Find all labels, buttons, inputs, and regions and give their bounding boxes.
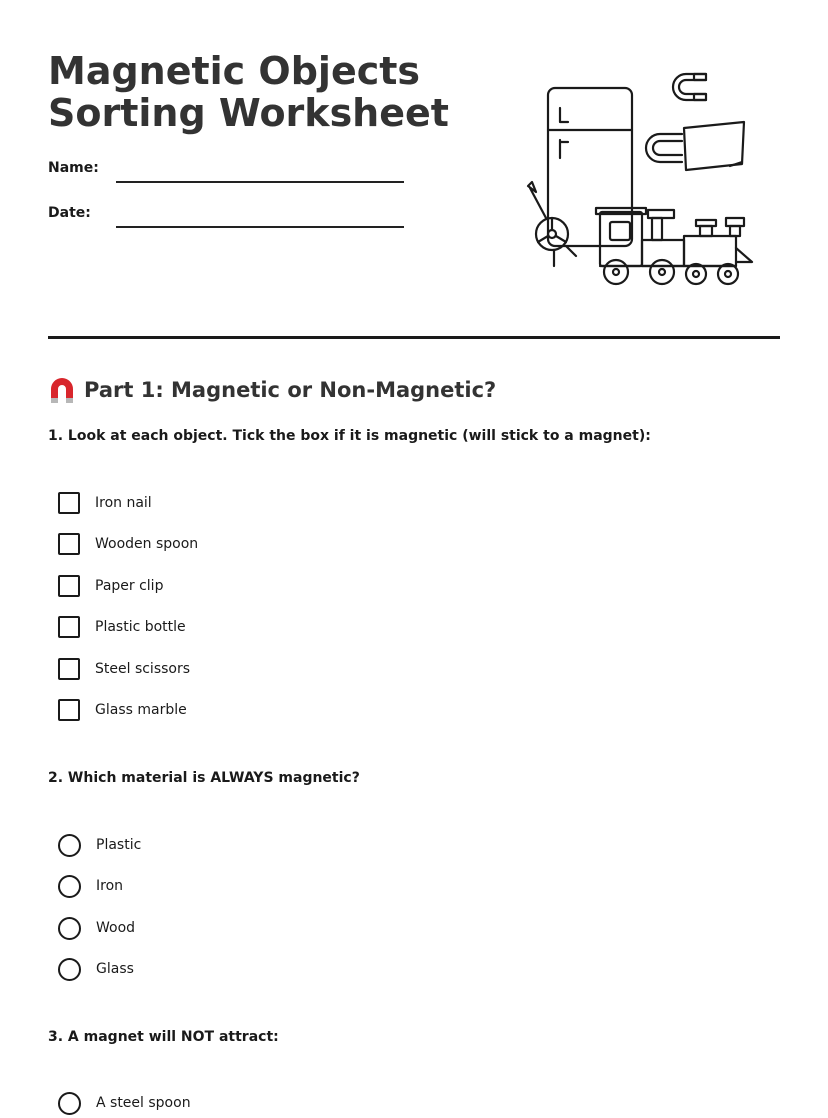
- option-label: Iron: [96, 878, 124, 894]
- date-field[interactable]: [48, 205, 408, 229]
- checkbox[interactable]: [58, 616, 80, 638]
- page-title: [48, 50, 468, 134]
- checkbox[interactable]: [58, 492, 80, 514]
- date-label: Date:: [48, 205, 91, 221]
- radio-button[interactable]: [58, 875, 81, 898]
- question-2: 2. Which material is ALWAYS magnetic?: [48, 770, 360, 786]
- option-label: Plastic: [96, 837, 142, 853]
- radio-button[interactable]: [58, 958, 81, 981]
- checkbox-option[interactable]: [58, 491, 152, 515]
- magnet-with-paper-icon: [646, 122, 744, 170]
- option-label: A steel spoon: [96, 1095, 191, 1111]
- radio-option[interactable]: [58, 874, 123, 898]
- title-line-2: Sorting Worksheet: [48, 91, 449, 135]
- name-field[interactable]: [48, 160, 408, 184]
- magnetic-objects-illustration: [524, 62, 772, 292]
- checkbox-option[interactable]: [58, 615, 186, 639]
- part1-heading: [48, 374, 496, 406]
- checkbox-option[interactable]: [58, 574, 163, 598]
- radio-option[interactable]: [58, 1091, 191, 1115]
- checkbox-option[interactable]: [58, 532, 198, 556]
- option-label: Steel scissors: [95, 661, 191, 677]
- part1-title: Part 1: Magnetic or Non-Magnetic?: [84, 378, 497, 402]
- checkbox[interactable]: [58, 699, 80, 721]
- radio-option[interactable]: [58, 916, 135, 940]
- radio-button[interactable]: [58, 834, 81, 857]
- checkbox[interactable]: [58, 575, 80, 597]
- option-label: Iron nail: [95, 495, 152, 511]
- radio-option[interactable]: [58, 833, 141, 857]
- name-label: Name:: [48, 160, 99, 176]
- option-label: Glass marble: [95, 702, 187, 718]
- title-line-1: Magnetic Objects: [48, 49, 421, 93]
- horseshoe-magnet-icon: [673, 74, 706, 100]
- option-label: Wood: [96, 920, 136, 936]
- radio-option[interactable]: [58, 957, 134, 981]
- checkbox[interactable]: [58, 533, 80, 555]
- checkbox[interactable]: [58, 658, 80, 680]
- question-1: 1. Look at each object. Tick the box if it is magnetic (will stick to a magnet):: [48, 428, 651, 444]
- steering-wheel-icon: [528, 182, 576, 266]
- option-label: Wooden spoon: [95, 536, 199, 552]
- magnet-icon: [48, 375, 76, 405]
- checkbox-option[interactable]: [58, 698, 187, 722]
- option-label: Paper clip: [95, 578, 164, 594]
- radio-button[interactable]: [58, 1092, 81, 1115]
- option-label: Plastic bottle: [95, 619, 186, 635]
- checkbox-option[interactable]: [58, 657, 190, 681]
- date-line[interactable]: [116, 226, 404, 228]
- name-line[interactable]: [116, 181, 404, 183]
- question-3: 3. A magnet will NOT attract:: [48, 1029, 279, 1045]
- divider: [48, 336, 780, 339]
- radio-button[interactable]: [58, 917, 81, 940]
- option-label: Glass: [96, 961, 134, 977]
